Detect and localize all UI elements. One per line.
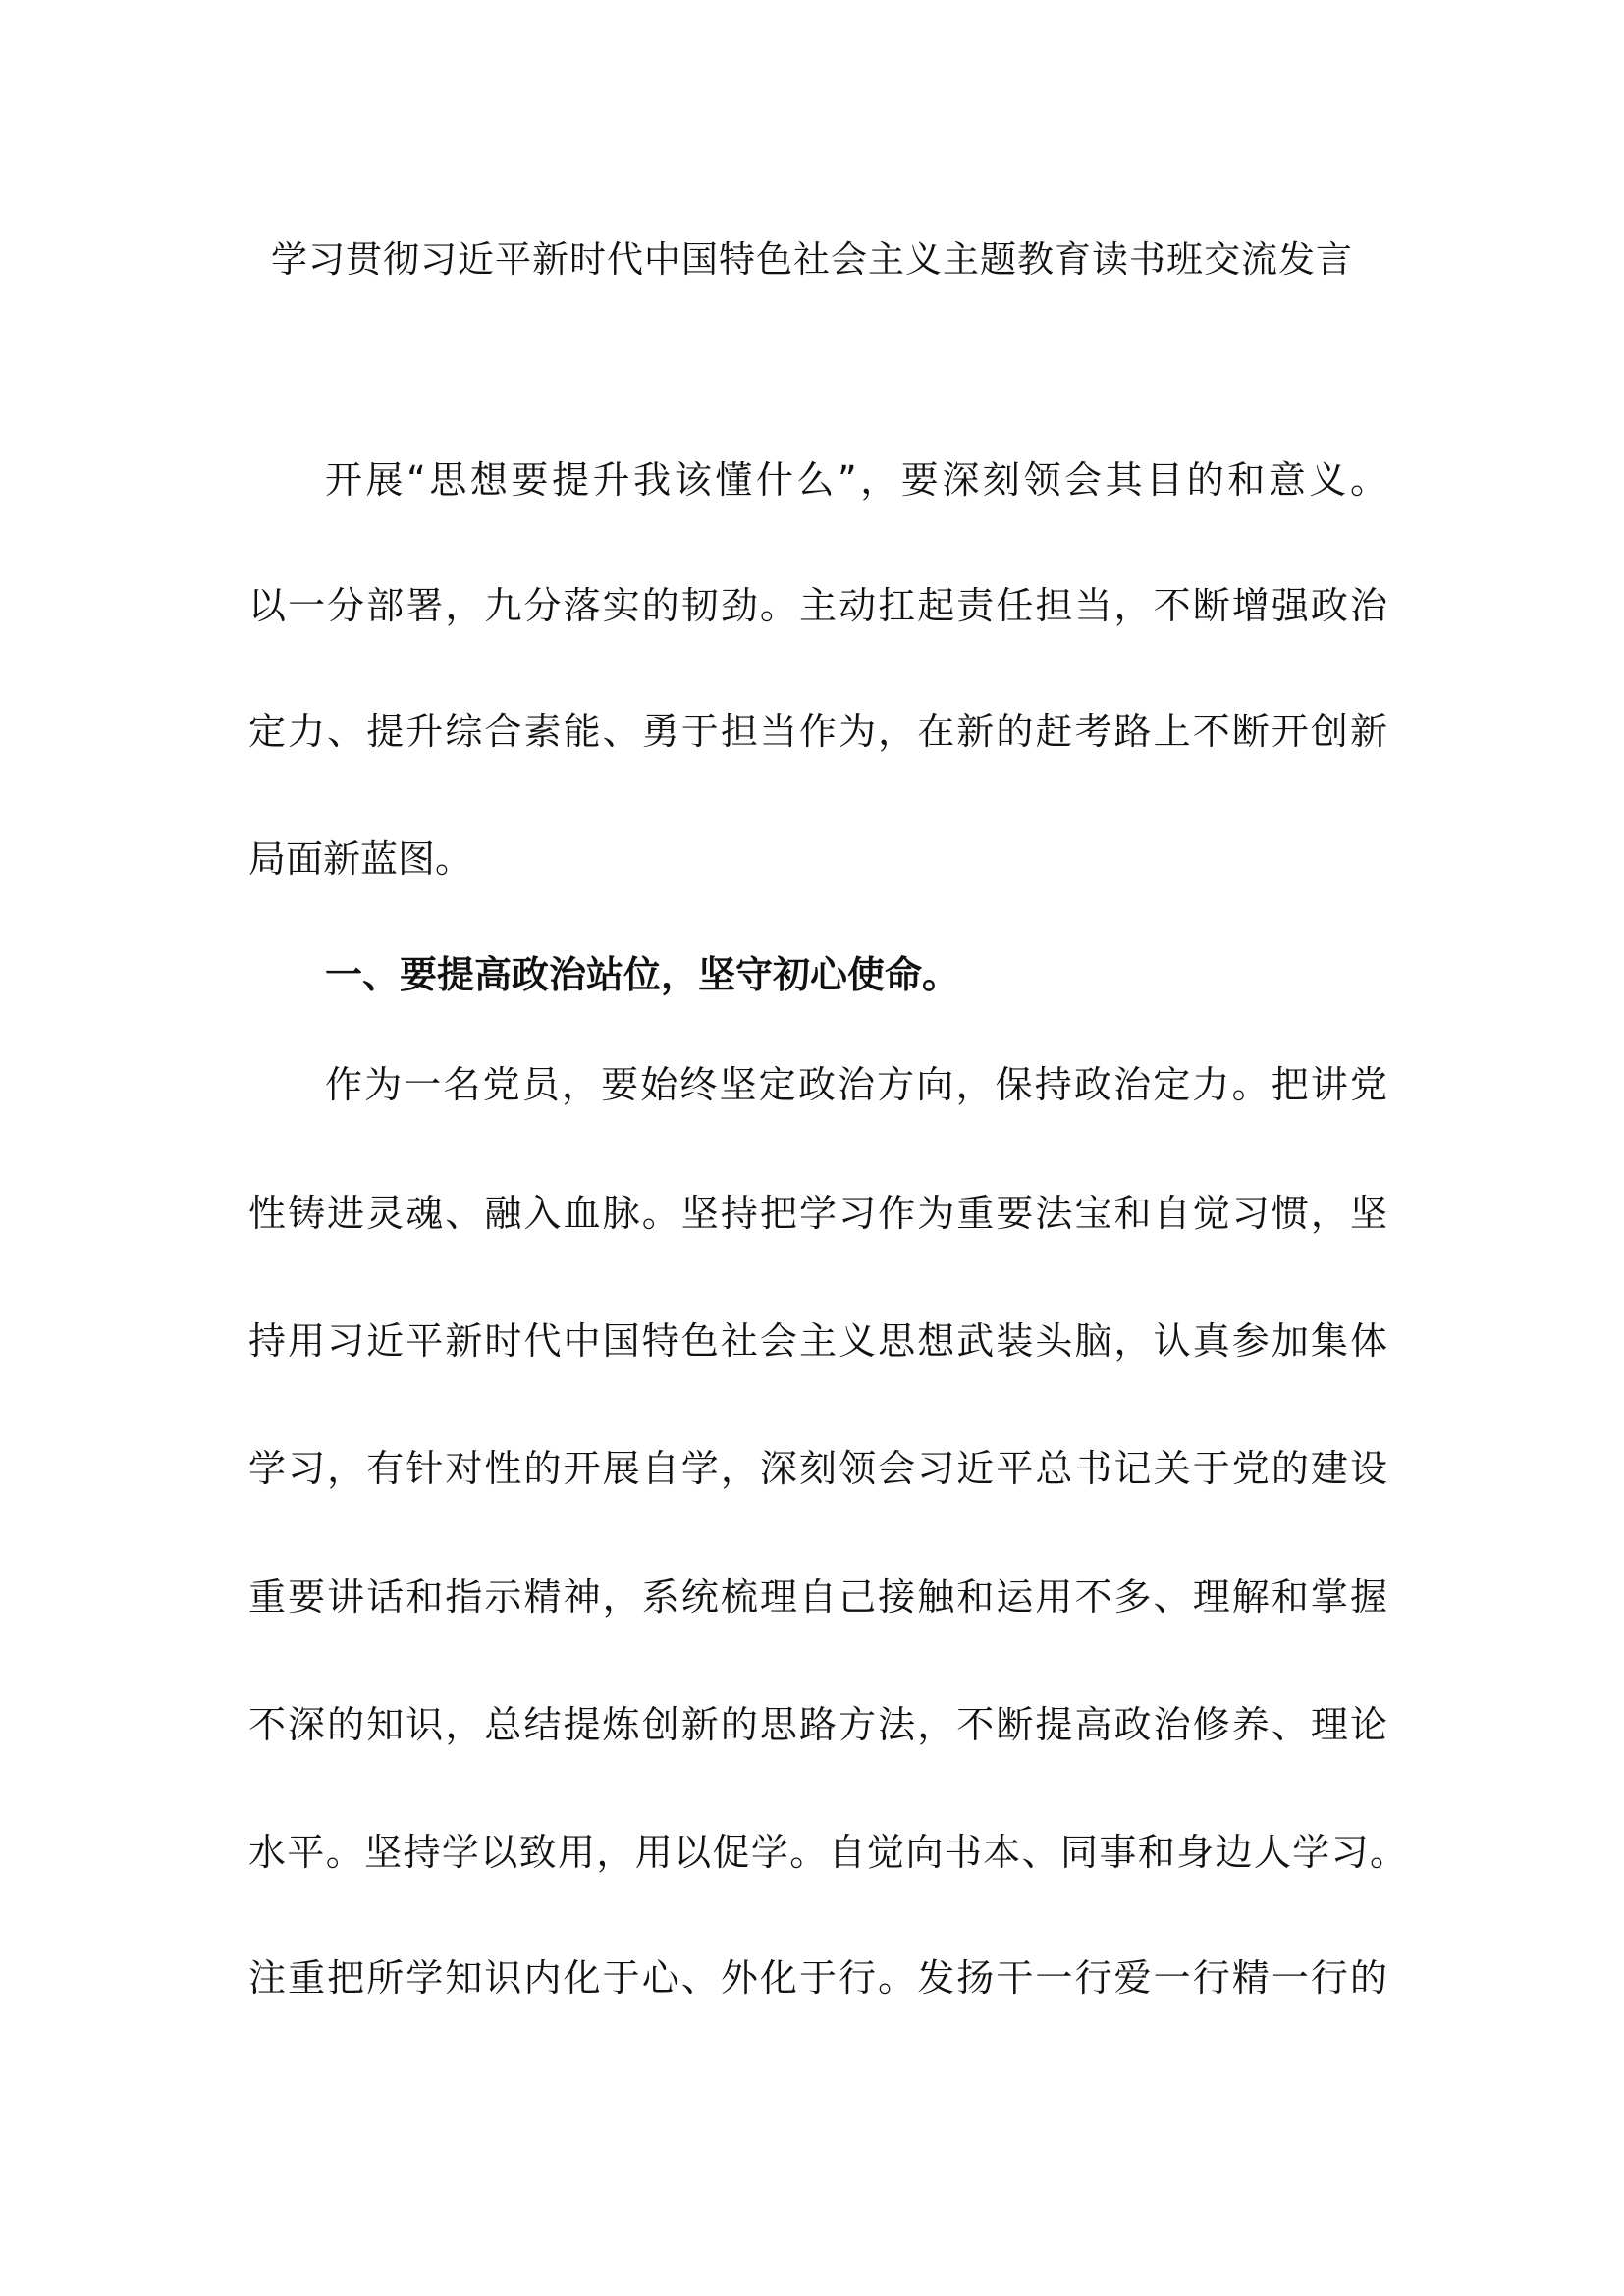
paragraph-line: 持用习近平新时代中国特色社会主义思想武装头脑，认真参加集体 [248, 1319, 1387, 1362]
section-heading: 一、要提高政治站位，坚守初心使命。 [325, 953, 960, 996]
paragraph-line: 学习，有针对性的开展自学，深刻领会习近平总书记关于党的建设 [248, 1447, 1387, 1490]
paragraph-line: 性铸进灵魂、融入血脉。坚持把学习作为重要法宝和自觉习惯，坚 [248, 1192, 1387, 1235]
paragraph-line: 水平。坚持学以致用，用以促学。自觉向书本、同事和身边人学习。 [248, 1831, 1407, 1874]
paragraph-line: 重要讲话和指示精神，系统梳理自己接触和运用不多、理解和掌握 [248, 1575, 1387, 1619]
paragraph-line: 开展“思想要提升我该懂什么”，要深刻领会其目的和意义。 [325, 458, 1387, 502]
document-title: 学习贯彻习近平新时代中国特色社会主义主题教育读书班交流发言 [271, 239, 1353, 281]
paragraph-line: 定力、提升综合素能、勇于担当作为，在新的赶考路上不断开创新 [248, 710, 1387, 753]
paragraph-line: 作为一名党员，要始终坚定政治方向，保持政治定力。把讲党 [325, 1063, 1387, 1106]
paragraph-line: 不深的知识，总结提炼创新的思路方法，不断提高政治修养、理论 [248, 1703, 1387, 1746]
paragraph-line: 局面新蓝图。 [248, 837, 473, 881]
paragraph-line: 以一分部署，九分落实的韧劲。主动扛起责任担当，不断增强政治 [248, 584, 1387, 627]
paragraph-line: 注重把所学知识内化于心、外化于行。发扬干一行爱一行精一行的 [248, 1956, 1387, 2000]
